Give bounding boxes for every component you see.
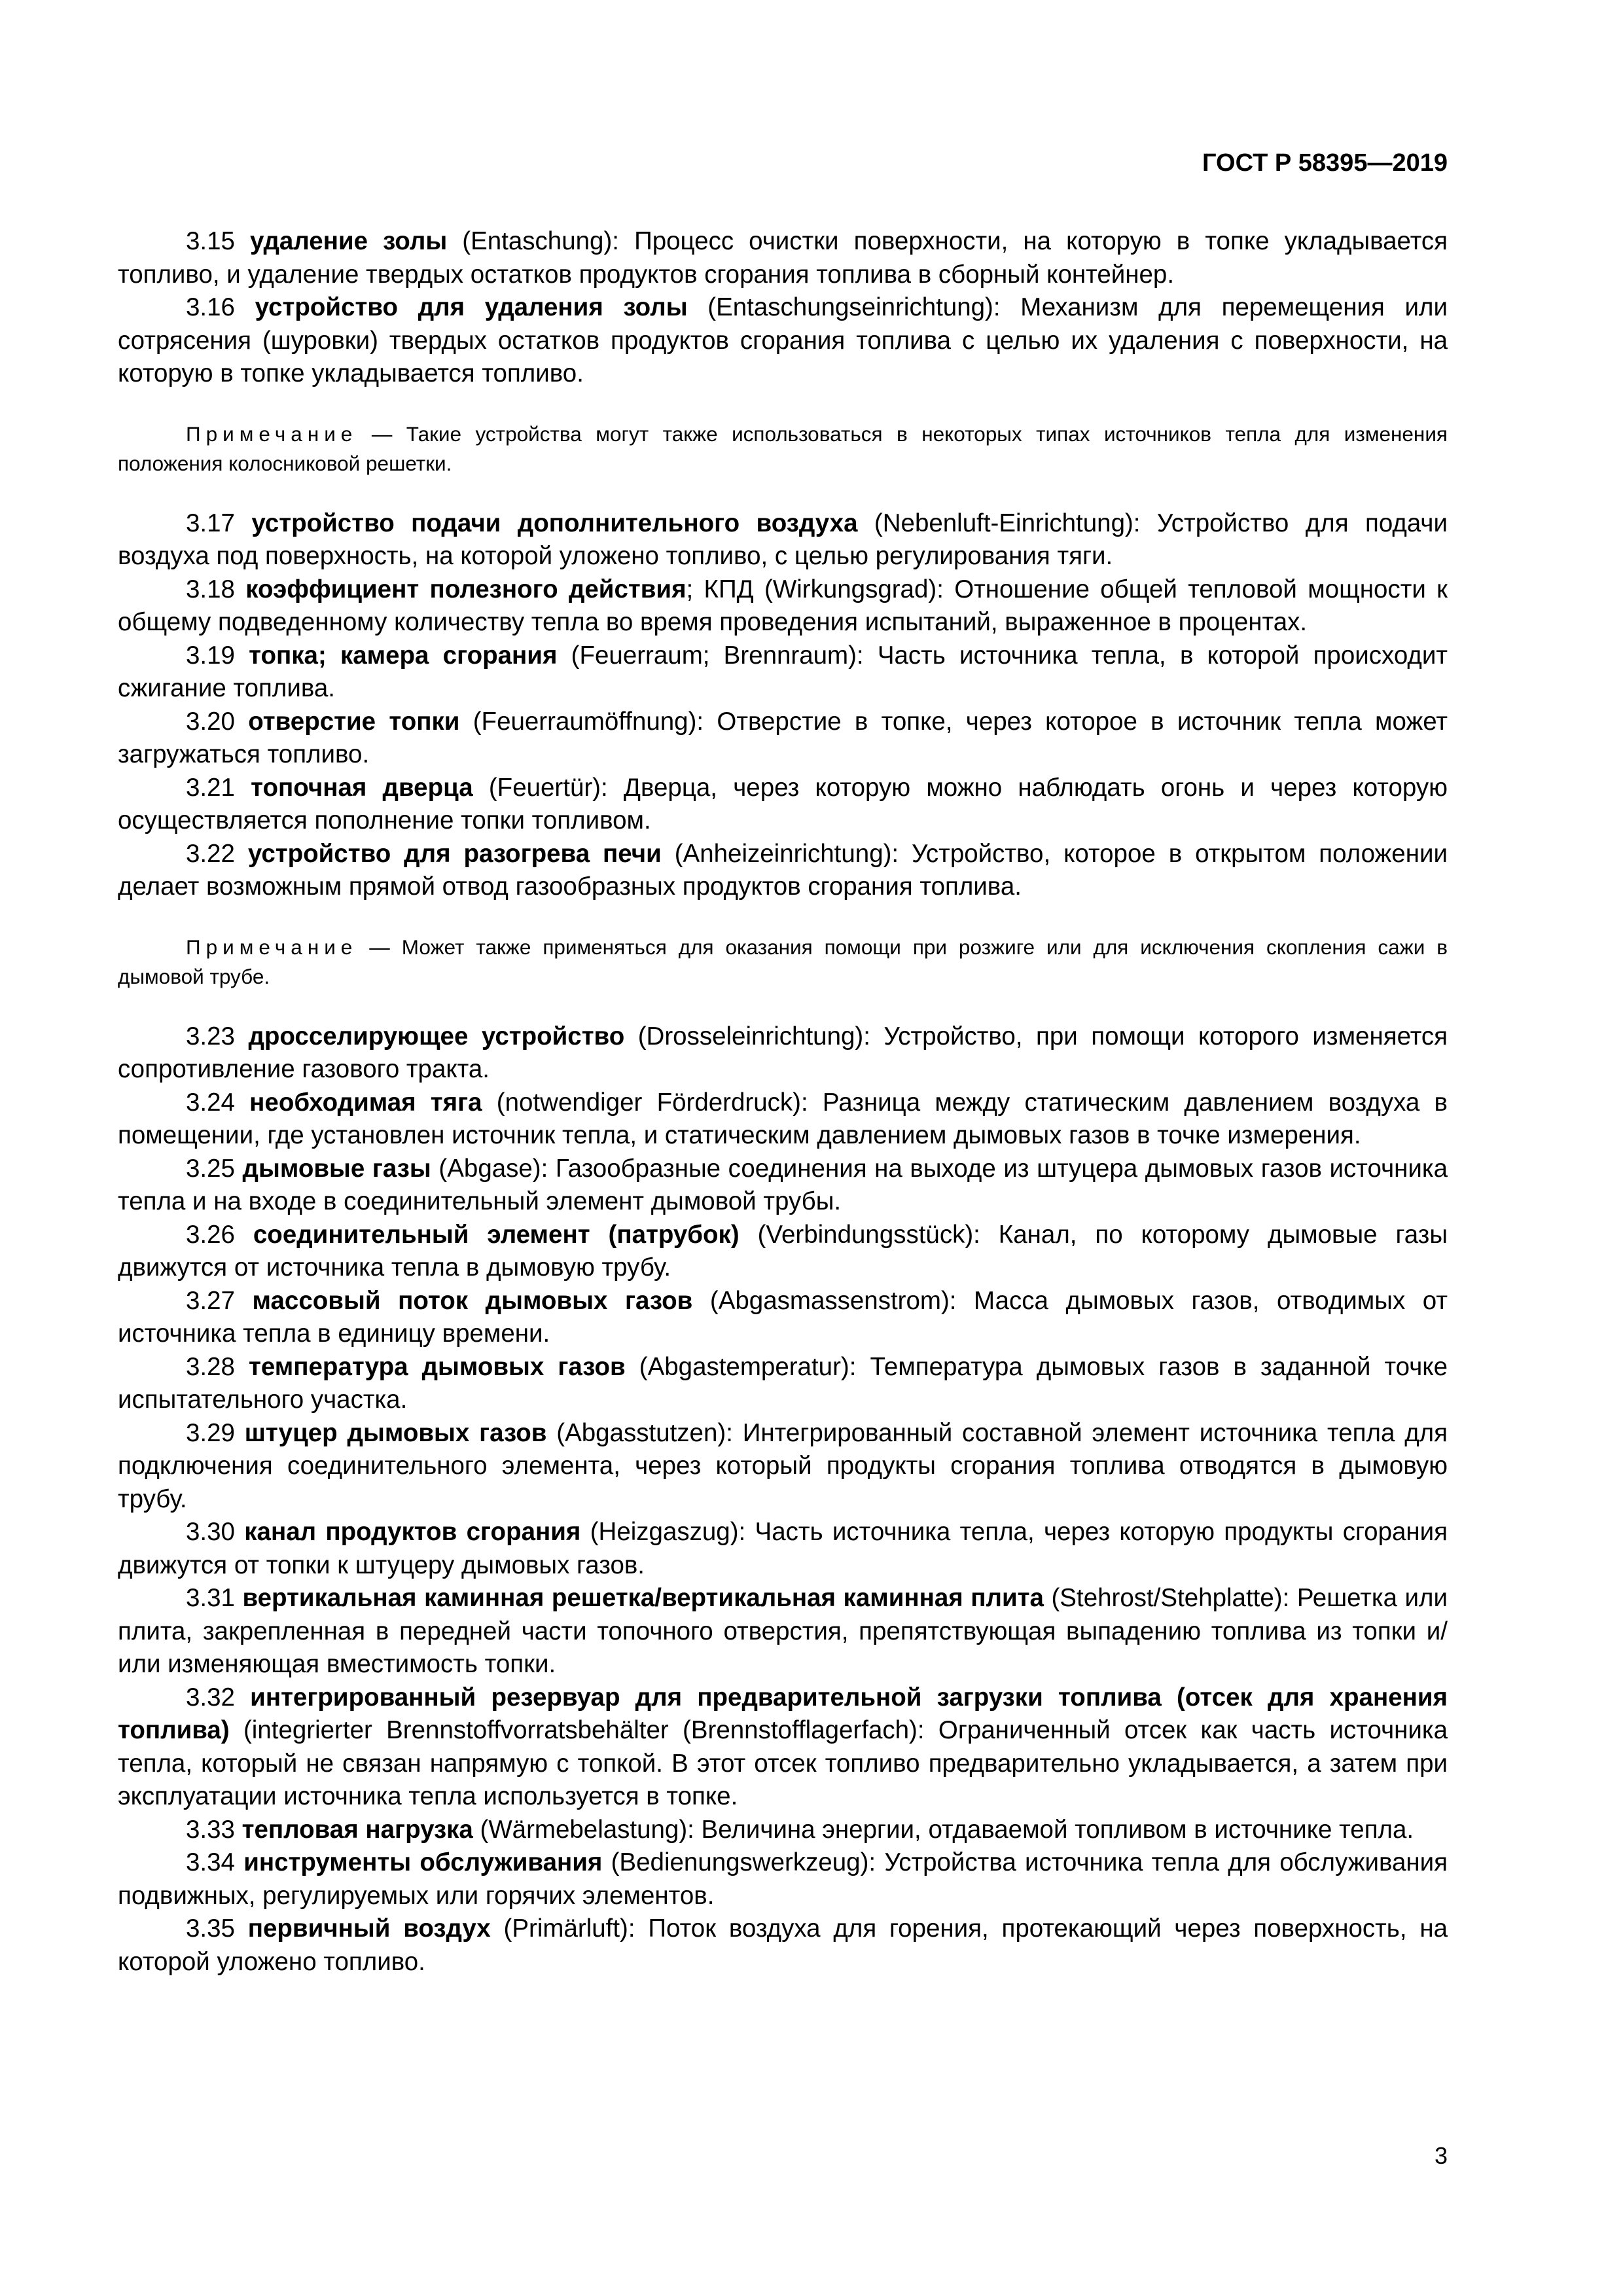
term-entry-3-31	[118, 1582, 1448, 1681]
term-definition: (Heizgaszug): Часть источника тепла, через которую продукты сгорания движутся от топки к штуцеру дымовых газов.	[118, 1518, 1448, 1579]
term-definition: (Entaschungseinrichtung): Механизм для перемещения или сотрясения (шуровки) твердых остатков продуктов сгорания топлива с целью их удаления с поверхности, на которую в топке укладывается топливо.	[118, 293, 1448, 387]
term-entry-3-25	[118, 1153, 1448, 1219]
term-number: 3.18	[186, 575, 235, 603]
term-number: 3.23	[186, 1022, 235, 1050]
term-entry-3-19	[118, 639, 1448, 706]
term-number: 3.24	[186, 1088, 235, 1117]
term-number: 3.21	[186, 773, 235, 802]
term-title: инструменты обслуживания	[243, 1848, 603, 1876]
term-number: 3.22	[186, 839, 235, 868]
term-definition: (Feuertür): Дверца, через которую можно наблюдать огонь и через которую осуществляется пополнение топки топливом.	[118, 773, 1448, 834]
term-definition: (Verbindungsstück): Канал, по которому дымовые газы движутся от источника тепла в дымовую трубу.	[118, 1220, 1448, 1282]
term-title: дымовые газы	[242, 1154, 431, 1183]
term-title: первичный воздух	[247, 1914, 491, 1943]
term-definition: (Nebenluft-Einrichtung): Устройство для подачи воздуха под поверхность, на которой уложено топливо, с целью регулирования тяги.	[118, 509, 1448, 570]
term-title: устройство для разогрева печи	[247, 839, 662, 868]
note-label: Примечание	[186, 422, 358, 446]
term-title: устройство подачи дополнительного воздуха	[251, 509, 858, 537]
term-definition: (integrierter Brennstoffvorratsbehälter (Brennstofflagerfach): Ограниченный отсек как часть источника тепла, который не связан напрямую с топкой. В этот отсек топливо предварительно укладывается, а затем при эксплуатации источника тепла используется в топке.	[118, 1716, 1448, 1810]
term-title: коэффициент полезного действия	[245, 575, 687, 603]
note-3-16	[118, 420, 1448, 478]
term-entry-3-16	[118, 291, 1448, 391]
term-definition: (Abgastemperatur): Температура дымовых газов в заданной точке испытательного участка.	[118, 1352, 1448, 1414]
term-number: 3.31	[186, 1584, 235, 1612]
term-definition: ; КПД (Wirkungsgrad): Отношение общей тепловой мощности к общему подведенному количеству тепла во время проведения испытаний, выраженное в процентах.	[118, 575, 1448, 636]
term-entry-3-22	[118, 838, 1448, 904]
document-header-standard: ГОСТ Р 58395—2019	[1202, 149, 1448, 177]
page-number: 3	[1434, 2142, 1448, 2169]
term-definition: (Primärluft): Поток воздуха для горения, протекающий через поверхность, на которой уложено топливо.	[118, 1914, 1448, 1976]
term-number: 3.35	[186, 1914, 235, 1943]
term-title: топочная дверца	[251, 773, 473, 802]
term-number: 3.19	[186, 641, 235, 670]
term-title: устройство для удаления золы	[255, 293, 688, 321]
term-title: температура дымовых газов	[249, 1352, 626, 1381]
term-entry-3-24	[118, 1086, 1448, 1153]
term-entry-3-35	[118, 1912, 1448, 1979]
term-number: 3.17	[186, 509, 235, 537]
term-title: тепловая нагрузка	[241, 1815, 473, 1844]
term-title: вертикальная каминная решетка/вертикальная каминная плита	[242, 1584, 1044, 1612]
term-entry-3-33	[118, 1814, 1448, 1847]
term-entry-3-28	[118, 1351, 1448, 1417]
term-number: 3.33	[186, 1815, 235, 1844]
term-title: штуцер дымовых газов	[244, 1418, 547, 1447]
term-entry-3-30	[118, 1516, 1448, 1582]
term-number: 3.16	[186, 293, 235, 321]
term-entry-3-18	[118, 573, 1448, 639]
term-title: канал продуктов сгорания	[244, 1518, 581, 1546]
note-3-22	[118, 933, 1448, 992]
term-entry-3-23	[118, 1020, 1448, 1086]
term-definition: (Wärmebelastung): Величина энергии, отдаваемой топливом в источнике тепла.	[473, 1815, 1414, 1844]
term-entry-3-15	[118, 225, 1448, 291]
term-title: отверстие топки	[248, 707, 460, 736]
term-definition: (Abgase): Газообразные соединения на выходе из штуцера дымовых газов источника тепла и на входе в соединительный элемент дымовой трубы.	[118, 1154, 1448, 1215]
term-title: топка; камера сгорания	[249, 641, 558, 670]
term-definition: (Stehrost/Stehplatte): Решетка или плита, закрепленная в передней части топочного отверстия, препятствующая выпадению топлива из топки и/или изменяющая вместимость топки.	[118, 1584, 1448, 1678]
term-definition: (Feuerraum; Brennraum): Часть источника тепла, в которой происходит сжигание топлива.	[118, 641, 1448, 702]
term-definition: (Anheizeinrichtung): Устройство, которое в открытом положении делает возможным прямой отвод газообразных продуктов сгорания топлива.	[118, 839, 1448, 901]
term-definition: (Drosseleinrichtung): Устройство, при помощи которого изменяется сопротивление газового тракта.	[118, 1022, 1448, 1083]
term-definition: (Bedienungswerkzeug): Устройства источника тепла для обслуживания подвижных, регулируемых или горячих элементов.	[118, 1848, 1448, 1910]
term-title: массовый поток дымовых газов	[252, 1286, 693, 1315]
term-entry-3-34	[118, 1846, 1448, 1912]
term-number: 3.25	[186, 1154, 235, 1183]
term-definition: (Entaschung): Процесс очистки поверхности, на которую в топке укладывается топливо, и удаление твердых остатков продуктов сгорания топлива в сборный контейнер.	[118, 227, 1448, 289]
term-number: 3.34	[186, 1848, 235, 1876]
term-entry-3-27	[118, 1285, 1448, 1351]
term-number: 3.26	[186, 1220, 235, 1249]
term-number: 3.30	[186, 1518, 235, 1546]
term-title: удаление золы	[250, 227, 448, 255]
term-entry-3-17	[118, 507, 1448, 573]
note-label: Примечание	[186, 935, 358, 959]
term-number: 3.28	[186, 1352, 235, 1381]
term-entry-3-21	[118, 772, 1448, 838]
term-title: дросселирующее устройство	[248, 1022, 625, 1050]
term-number: 3.32	[186, 1683, 235, 1712]
note-text: — Такие устройства могут также использоваться в некоторых типах источников тепла для изменения положения колосниковой решетки.	[118, 422, 1448, 475]
term-title: необходимая тяга	[249, 1088, 482, 1117]
term-number: 3.15	[186, 227, 235, 255]
term-title: соединительный элемент (патрубок)	[253, 1220, 740, 1249]
term-entry-3-29	[118, 1417, 1448, 1516]
document-body	[118, 225, 1448, 1979]
note-text: — Может также применяться для оказания помощи при розжиге или для исключения скопления сажи в дымовой трубе.	[118, 935, 1448, 988]
term-entry-3-20	[118, 706, 1448, 772]
term-entry-3-26	[118, 1219, 1448, 1285]
term-entry-3-32	[118, 1681, 1448, 1814]
term-definition: (Abgasmassenstrom): Масса дымовых газов, отводимых от источника тепла в единицу времени.	[118, 1286, 1448, 1348]
term-definition: (notwendiger Förderdruck): Разница между статическим давлением воздуха в помещении, где установлен источник тепла, и статическим давлением дымовых газов в точке измерения.	[118, 1088, 1448, 1149]
term-definition: (Feuerraumöffnung): Отверстие в топке, через которое в источник тепла может загружаться топливо.	[118, 707, 1448, 768]
term-number: 3.27	[186, 1286, 235, 1315]
term-number: 3.29	[186, 1418, 235, 1447]
term-title: интегрированный резервуар для предварительной загрузки топлива (отсек для хранения топлива)	[118, 1683, 1448, 1744]
term-number: 3.20	[186, 707, 235, 736]
term-definition: (Abgasstutzen): Интегрированный составной элемент источника тепла для подключения соединительного элемента, через который продукты сгорания топлива отводятся в дымовую трубу.	[118, 1418, 1448, 1513]
